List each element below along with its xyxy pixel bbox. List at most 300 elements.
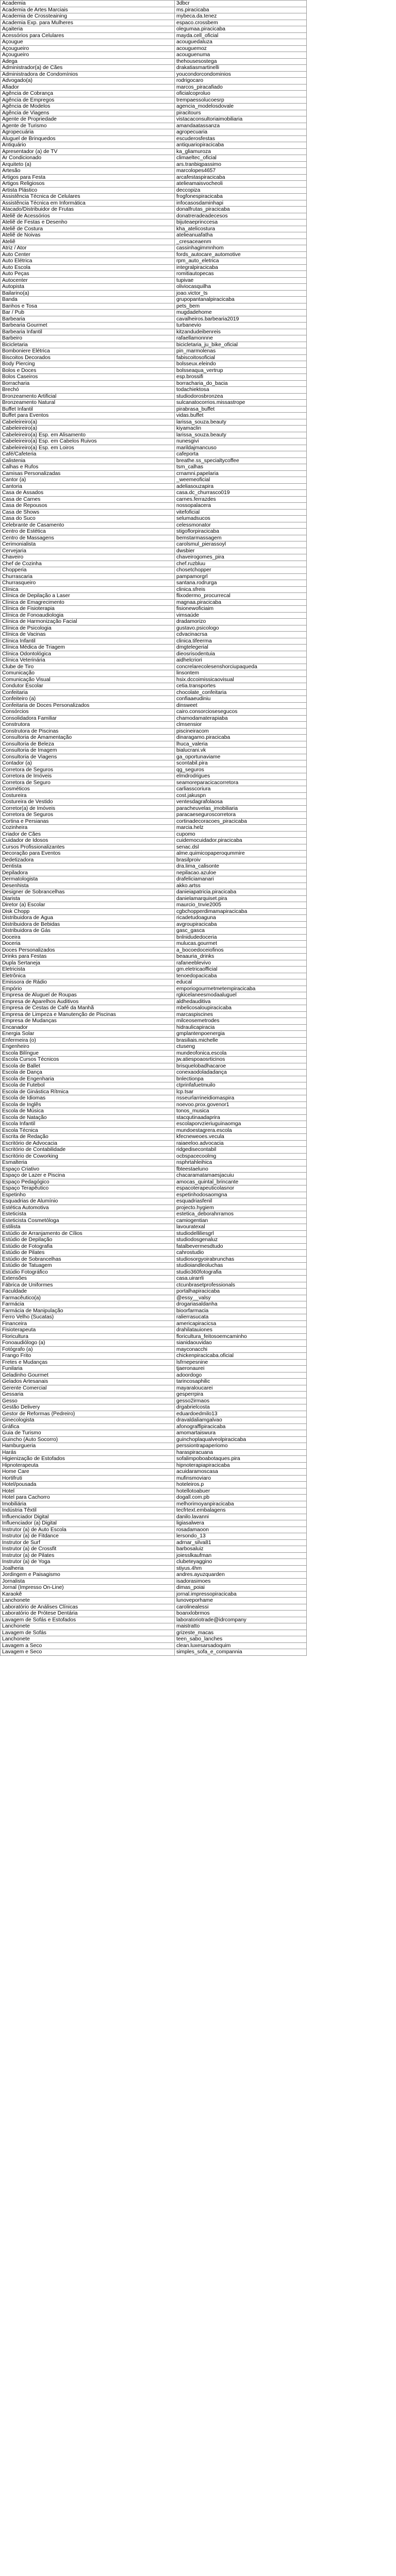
category-cell[interactable]: Corretora de Seguros: [1, 812, 175, 819]
category-cell[interactable]: Harás: [1, 1449, 175, 1456]
category-cell[interactable]: Ar Condicionado: [1, 155, 175, 162]
category-cell[interactable]: Academia de Crossteaining: [1, 13, 175, 20]
handle-cell[interactable]: studiosorgyoirabrunchas: [175, 1256, 307, 1263]
handle-cell[interactable]: projecto.hygiem: [175, 1205, 307, 1211]
category-cell[interactable]: Cervejaria: [1, 548, 175, 554]
handle-cell[interactable]: marcos_piracafiado: [175, 84, 307, 91]
handle-cell[interactable]: tonos_musica: [175, 1108, 307, 1115]
handle-cell[interactable]: _weemeoficial: [175, 477, 307, 484]
category-cell[interactable]: Lavagem e Seco: [1, 1649, 175, 1656]
handle-cell[interactable]: estetica_deborahrramos: [175, 1211, 307, 1218]
category-cell[interactable]: Gerente Comercial: [1, 1385, 175, 1392]
category-cell[interactable]: Doces Personalizados: [1, 947, 175, 954]
handle-cell[interactable]: vidas.buffet: [175, 413, 307, 419]
category-cell[interactable]: Distribuidora de Bebidas: [1, 921, 175, 928]
handle-cell[interactable]: cahrostudio: [175, 1250, 307, 1257]
category-cell[interactable]: Corretora de Seguros: [1, 767, 175, 773]
category-cell[interactable]: Comunicação Visual: [1, 676, 175, 683]
category-cell[interactable]: Casa de Shows: [1, 509, 175, 516]
handle-cell[interactable]: mundoestagrera.escola: [175, 1127, 307, 1134]
category-cell[interactable]: Empresa de Mudanças: [1, 1018, 175, 1025]
category-cell[interactable]: Bronzeamento Natural: [1, 400, 175, 406]
category-cell[interactable]: Aluguel de Brinquedos: [1, 135, 175, 142]
category-cell[interactable]: Jornal (Impresso On-Line): [1, 1585, 175, 1591]
handle-cell[interactable]: gm.eletricaofficial: [175, 967, 307, 973]
category-cell[interactable]: Escritório de Coworking: [1, 1153, 175, 1160]
handle-cell[interactable]: adeliasouzapira: [175, 483, 307, 490]
category-cell[interactable]: Clínica Veterinária: [1, 657, 175, 664]
handle-cell[interactable]: dinaragamo.piracicaba: [175, 735, 307, 741]
handle-cell[interactable]: teen_sabo_lanches: [175, 1636, 307, 1643]
handle-cell[interactable]: amocas_quintal_brincante: [175, 1179, 307, 1185]
handle-cell[interactable]: stiyus.4hm: [175, 1565, 307, 1572]
category-cell[interactable]: Banhos e Tosa: [1, 303, 175, 310]
handle-cell[interactable]: carliasscoriura: [175, 786, 307, 793]
category-cell[interactable]: Frango Frito: [1, 1353, 175, 1360]
category-cell[interactable]: Auto Center: [1, 251, 175, 258]
category-cell[interactable]: Diretor (a) Escolar: [1, 902, 175, 909]
handle-cell[interactable]: senac.dsl: [175, 844, 307, 851]
handle-cell[interactable]: ga_oportunaviame: [175, 754, 307, 760]
handle-cell[interactable]: brisquelobadhacaroe: [175, 1063, 307, 1070]
category-cell[interactable]: Auto Elétrica: [1, 258, 175, 265]
handle-cell[interactable]: 3dbcr: [175, 1, 307, 7]
handle-cell[interactable]: dmgtelegerial: [175, 645, 307, 651]
category-cell[interactable]: Escola Técnica: [1, 1127, 175, 1134]
category-cell[interactable]: Fonoaudiólogo (a): [1, 1340, 175, 1347]
handle-cell[interactable]: hotellotoabuer: [175, 1488, 307, 1495]
handle-cell[interactable]: conexaodoladadança: [175, 1070, 307, 1076]
handle-cell[interactable]: integralpiracicaba: [175, 264, 307, 271]
category-cell[interactable]: Empório: [1, 986, 175, 992]
handle-cell[interactable]: ars.tranbiqpassimo: [175, 161, 307, 168]
category-cell[interactable]: Escola de Ballet: [1, 1063, 175, 1070]
handle-cell[interactable]: gmplantenpoenergia: [175, 1031, 307, 1038]
handle-cell[interactable]: hipnoterapiapiracicaba: [175, 1462, 307, 1469]
handle-cell[interactable]: bijuteaeprinccesa: [175, 219, 307, 226]
category-cell[interactable]: Condutor Escolar: [1, 683, 175, 690]
category-cell[interactable]: Bronzeamento Artificial: [1, 393, 175, 400]
handle-cell[interactable]: agencia_modelosdovale: [175, 104, 307, 110]
category-cell[interactable]: Esmalteria: [1, 1160, 175, 1166]
handle-cell[interactable]: studiodosgenaluz: [175, 1237, 307, 1244]
handle-cell[interactable]: clinica.sfreis: [175, 586, 307, 593]
category-cell[interactable]: Empresa de Limpeza e Manutenção de Piscinas: [1, 1011, 175, 1018]
handle-cell[interactable]: santana.rodrurga: [175, 580, 307, 587]
handle-cell[interactable]: andres.ayuzquarden: [175, 1572, 307, 1579]
category-cell[interactable]: Clínica de Fonoaudiologia: [1, 612, 175, 619]
category-cell[interactable]: Ateliê de Festas e Desenho: [1, 219, 175, 226]
category-cell[interactable]: Cosméticos: [1, 786, 175, 793]
handle-cell[interactable]: nsphrtahleihica: [175, 1160, 307, 1166]
handle-cell[interactable]: ctcunbrasetprofessionals: [175, 1282, 307, 1289]
handle-cell[interactable]: joao.victor_ts: [175, 290, 307, 297]
category-cell[interactable]: Borracharia: [1, 380, 175, 387]
category-cell[interactable]: Churrascaria: [1, 573, 175, 580]
category-cell[interactable]: Agente de Turismo: [1, 123, 175, 129]
category-cell[interactable]: Bolos Caseiros: [1, 374, 175, 381]
handle-cell[interactable]: kitzandudeibenreis: [175, 329, 307, 335]
category-cell[interactable]: Casa de Assados: [1, 490, 175, 497]
category-cell[interactable]: Guincho (Auto Socorro): [1, 1436, 175, 1443]
handle-cell[interactable]: borracharia_do_bacia: [175, 380, 307, 387]
category-cell[interactable]: Escola Cursos Técnicos: [1, 1057, 175, 1063]
category-cell[interactable]: Escola de Música: [1, 1108, 175, 1115]
handle-cell[interactable]: romitiautopecas: [175, 271, 307, 278]
category-cell[interactable]: Autocenter: [1, 277, 175, 284]
category-cell[interactable]: Lanchonete: [1, 1623, 175, 1630]
handle-cell[interactable]: dra.lima_calisonte: [175, 863, 307, 870]
category-cell[interactable]: Hipnoterapeuta: [1, 1462, 175, 1469]
category-cell[interactable]: Confeitaria: [1, 689, 175, 696]
handle-cell[interactable]: stigoflorpiracicaba: [175, 529, 307, 535]
category-cell[interactable]: Doceira: [1, 934, 175, 941]
category-cell[interactable]: Floricultura: [1, 1333, 175, 1340]
handle-cell[interactable]: larissa_souza.beauty: [175, 419, 307, 426]
handle-cell[interactable]: tjaeronaurei: [175, 1366, 307, 1372]
handle-cell[interactable]: americapiracicsa: [175, 1320, 307, 1327]
handle-cell[interactable]: haraspiracuana: [175, 1449, 307, 1456]
handle-cell[interactable]: lcp.tsar: [175, 1089, 307, 1095]
category-cell[interactable]: Costureira: [1, 792, 175, 799]
handle-cell[interactable]: danielamarquiset.pira: [175, 895, 307, 902]
category-cell[interactable]: Comunicação: [1, 670, 175, 677]
category-cell[interactable]: Farmácia de Manipulação: [1, 1308, 175, 1314]
handle-cell[interactable]: vistacaconsultoriaimobiliaria: [175, 116, 307, 123]
handle-cell[interactable]: nossopalacera: [175, 503, 307, 510]
handle-cell[interactable]: bialucrani.vk: [175, 748, 307, 754]
handle-cell[interactable]: akko.artss: [175, 883, 307, 889]
category-cell[interactable]: Cabeleireiro(a) Esp. em Cabelos Ruivos: [1, 438, 175, 445]
category-cell[interactable]: Escola de Futebol: [1, 1082, 175, 1089]
category-cell[interactable]: Ateliê de Acessórios: [1, 213, 175, 219]
category-cell[interactable]: Ateliê de Noivas: [1, 232, 175, 239]
handle-cell[interactable]: mundeofonica.escola: [175, 1050, 307, 1057]
handle-cell[interactable]: melhorimoyanpiracicaba: [175, 1501, 307, 1507]
category-cell[interactable]: Estúdio Fotográfico: [1, 1269, 175, 1276]
category-cell[interactable]: Esteticista: [1, 1211, 175, 1218]
handle-cell[interactable]: acouguemoz: [175, 45, 307, 52]
category-cell[interactable]: Café/Cafeteria: [1, 451, 175, 458]
category-cell[interactable]: Home Care: [1, 1469, 175, 1476]
handle-cell[interactable]: paracheuvelas_imobiliaria: [175, 805, 307, 812]
handle-cell[interactable]: deccopiza: [175, 187, 307, 194]
handle-cell[interactable]: dinsweet: [175, 702, 307, 709]
handle-cell[interactable]: gesperrpira: [175, 1392, 307, 1398]
category-cell[interactable]: Joalheria: [1, 1565, 175, 1572]
handle-cell[interactable]: atelieamaisvocheoli: [175, 181, 307, 188]
category-cell[interactable]: Clínica Odontológica: [1, 651, 175, 657]
category-cell[interactable]: Agência de Viagens: [1, 110, 175, 116]
category-cell[interactable]: Body Piercing: [1, 361, 175, 368]
category-cell[interactable]: Esteticista Cosmetóloga: [1, 1217, 175, 1224]
category-cell[interactable]: Estúdio de Sobrancelhas: [1, 1256, 175, 1263]
handle-cell[interactable]: hsix.dccoimissicaovisual: [175, 676, 307, 683]
category-cell[interactable]: Diarista: [1, 895, 175, 902]
category-cell[interactable]: Dupla Sertaneja: [1, 960, 175, 967]
category-cell[interactable]: Bar / Pub: [1, 310, 175, 316]
category-cell[interactable]: Estúdio de Pilates: [1, 1250, 175, 1257]
handle-cell[interactable]: tsm_calhas: [175, 464, 307, 471]
category-cell[interactable]: Centro de Massagens: [1, 535, 175, 541]
category-cell[interactable]: Casa de Repousos: [1, 503, 175, 510]
category-cell[interactable]: Bomboniere Elétrica: [1, 348, 175, 355]
category-cell[interactable]: Cozinheira: [1, 825, 175, 832]
category-cell[interactable]: Auto Peças: [1, 271, 175, 278]
handle-cell[interactable]: agropecuaria: [175, 129, 307, 136]
category-cell[interactable]: Gestão Delivery: [1, 1404, 175, 1411]
category-cell[interactable]: Açougueiro: [1, 52, 175, 59]
handle-cell[interactable]: pampamorgrl: [175, 573, 307, 580]
category-cell[interactable]: Disk Chopp: [1, 908, 175, 915]
category-cell[interactable]: Jordingem e Paisagismo: [1, 1572, 175, 1579]
handle-cell[interactable]: drahilatauiones: [175, 1327, 307, 1334]
category-cell[interactable]: Cabeleireiro(a): [1, 426, 175, 432]
handle-cell[interactable]: turbanevio: [175, 323, 307, 329]
handle-cell[interactable]: a_bocoedoceiofinos: [175, 947, 307, 954]
handle-cell[interactable]: tarincosaphilic: [175, 1379, 307, 1385]
category-cell[interactable]: Academia de Artes Marciais: [1, 7, 175, 13]
category-cell[interactable]: Cuidador de Idosos: [1, 838, 175, 844]
category-cell[interactable]: Estilista: [1, 1224, 175, 1231]
category-cell[interactable]: Agência de Modelos: [1, 104, 175, 110]
category-cell[interactable]: Artista Plástico: [1, 187, 175, 194]
category-cell[interactable]: Emissora de Rádio: [1, 979, 175, 986]
category-cell[interactable]: Contador (a): [1, 760, 175, 767]
handle-cell[interactable]: piscineiracom: [175, 728, 307, 735]
category-cell[interactable]: Açougue: [1, 39, 175, 46]
category-cell[interactable]: Auto Escola: [1, 264, 175, 271]
handle-cell[interactable]: rpm_auto_eletrica: [175, 258, 307, 265]
category-cell[interactable]: Escritório de Advocacia: [1, 1140, 175, 1147]
handle-cell[interactable]: magnaa.piracicaba: [175, 599, 307, 606]
handle-cell[interactable]: mayconacchi: [175, 1346, 307, 1353]
category-cell[interactable]: Escola Infantil: [1, 1121, 175, 1128]
handle-cell[interactable]: danieiapatricia.piracicaba: [175, 889, 307, 896]
handle-cell[interactable]: grizeste_macas: [175, 1630, 307, 1636]
category-cell[interactable]: Clínica: [1, 586, 175, 593]
category-cell[interactable]: Açaiteria: [1, 26, 175, 33]
handle-cell[interactable]: dradamorizo: [175, 619, 307, 625]
handle-cell[interactable]: dwsbier: [175, 548, 307, 554]
category-cell[interactable]: Clínica Médica de Triagem: [1, 645, 175, 651]
category-cell[interactable]: Fisioterapeuta: [1, 1327, 175, 1334]
handle-cell[interactable]: studiodorosbronzea: [175, 393, 307, 400]
category-cell[interactable]: Fábrica de Uniformes: [1, 1282, 175, 1289]
handle-cell[interactable]: cost.jakuspn: [175, 792, 307, 799]
category-cell[interactable]: Lavagem de Sofás e Estofados: [1, 1617, 175, 1623]
category-cell[interactable]: Bicicletaria: [1, 342, 175, 348]
handle-cell[interactable]: dieosrisodentuia: [175, 651, 307, 657]
category-cell[interactable]: Clínica de Harmonização Facial: [1, 619, 175, 625]
handle-cell[interactable]: kha_atelicostura: [175, 226, 307, 232]
category-cell[interactable]: Cantor (a): [1, 477, 175, 484]
category-cell[interactable]: Estética Automotiva: [1, 1205, 175, 1211]
category-cell[interactable]: Advogado(a): [1, 78, 175, 84]
handle-cell[interactable]: mufinsmoviaro: [175, 1475, 307, 1482]
handle-cell[interactable]: educal: [175, 979, 307, 986]
handle-cell[interactable]: cupomo: [175, 831, 307, 838]
category-cell[interactable]: Eletrônica: [1, 973, 175, 979]
handle-cell[interactable]: @essy__valsy: [175, 1295, 307, 1301]
handle-cell[interactable]: bnlectionpa: [175, 1076, 307, 1082]
category-cell[interactable]: Funilaria: [1, 1366, 175, 1372]
handle-cell[interactable]: ocbspacecoolmg: [175, 1153, 307, 1160]
handle-cell[interactable]: brasilproiv: [175, 857, 307, 863]
category-cell[interactable]: Cerimonialista: [1, 541, 175, 548]
category-cell[interactable]: Clínica de Depilação a Laser: [1, 593, 175, 600]
category-cell[interactable]: Cursos Profissionalizantes: [1, 844, 175, 851]
handle-cell[interactable]: espacoterapeuticolasnor: [175, 1185, 307, 1192]
category-cell[interactable]: Instrutor de Surf: [1, 1539, 175, 1546]
category-cell[interactable]: Arquiteto (a): [1, 161, 175, 168]
category-cell[interactable]: Gelados Artesanais: [1, 1379, 175, 1385]
handle-cell[interactable]: chacaramatamaesjacuiu: [175, 1173, 307, 1179]
handle-cell[interactable]: guinchoplaqualveolpiracicaba: [175, 1436, 307, 1443]
category-cell[interactable]: Ferro Velho (Sucatas): [1, 1314, 175, 1321]
handle-cell[interactable]: grupopantanalpiracicaba: [175, 297, 307, 303]
category-cell[interactable]: Barbeiro: [1, 335, 175, 342]
handle-cell[interactable]: bioorfarmacia: [175, 1308, 307, 1314]
handle-cell[interactable]: nepilacao.azuloe: [175, 870, 307, 876]
handle-cell[interactable]: chosetchopper: [175, 567, 307, 574]
category-cell[interactable]: Karaokê: [1, 1591, 175, 1598]
handle-cell[interactable]: bolsseaqua_vertrup: [175, 367, 307, 374]
handle-cell[interactable]: esp.brossifi: [175, 374, 307, 381]
category-cell[interactable]: Gestor de Reformas (Pedreiro): [1, 1411, 175, 1417]
handle-cell[interactable]: dravaldaliamgalvao: [175, 1417, 307, 1424]
handle-cell[interactable]: oficialcoproluo: [175, 91, 307, 97]
handle-cell[interactable]: _cresaceaenm: [175, 239, 307, 245]
category-cell[interactable]: Enfermeira (o): [1, 1037, 175, 1044]
handle-cell[interactable]: escolaporvzieriuguinaomga: [175, 1121, 307, 1128]
handle-cell[interactable]: mayda.cell_oficial: [175, 32, 307, 39]
category-cell[interactable]: Encanador: [1, 1024, 175, 1031]
handle-cell[interactable]: casa.dc_churrasco019: [175, 490, 307, 497]
handle-cell[interactable]: pin_marmolenas: [175, 348, 307, 355]
handle-cell[interactable]: drafeliciamanari: [175, 876, 307, 883]
handle-cell[interactable]: chef.ruzbluu: [175, 561, 307, 567]
category-cell[interactable]: Hortifruti: [1, 1475, 175, 1482]
handle-cell[interactable]: isadorasimoes: [175, 1578, 307, 1585]
handle-cell[interactable]: esquadriasfenil: [175, 1198, 307, 1205]
handle-cell[interactable]: scontabil.pira: [175, 760, 307, 767]
handle-cell[interactable]: chamodamaterapiaba: [175, 715, 307, 722]
category-cell[interactable]: Corretor(a) de Imóveis: [1, 805, 175, 812]
handle-cell[interactable]: portalhapiracicaba: [175, 1289, 307, 1295]
category-cell[interactable]: Celebrante de Casamento: [1, 522, 175, 529]
handle-cell[interactable]: atelieanuafatha: [175, 232, 307, 239]
handle-cell[interactable]: clubeteyaggino: [175, 1559, 307, 1566]
category-cell[interactable]: Chaveiro: [1, 554, 175, 561]
handle-cell[interactable]: maistratto: [175, 1623, 307, 1630]
category-cell[interactable]: Espetinho: [1, 1192, 175, 1198]
category-cell[interactable]: Banda: [1, 297, 175, 303]
handle-cell[interactable]: ridgedisecontabil: [175, 1147, 307, 1154]
handle-cell[interactable]: drakatiasmartinelli: [175, 65, 307, 72]
handle-cell[interactable]: crnamni.papelaria: [175, 470, 307, 477]
handle-cell[interactable]: acouguenuma: [175, 52, 307, 59]
handle-cell[interactable]: oliviocasquilha: [175, 284, 307, 291]
category-cell[interactable]: Hotel/pousada: [1, 1482, 175, 1488]
category-cell[interactable]: Eletricista: [1, 967, 175, 973]
handle-cell[interactable]: afonograffipiracicaba: [175, 1423, 307, 1430]
handle-cell[interactable]: alme.quimicopaperoqummire: [175, 851, 307, 857]
category-cell[interactable]: Adega: [1, 58, 175, 65]
category-cell[interactable]: Consolidadora Familiar: [1, 715, 175, 722]
handle-cell[interactable]: ctprinfafuetmuilo: [175, 1082, 307, 1089]
category-cell[interactable]: Escola de Dança: [1, 1070, 175, 1076]
handle-cell[interactable]: gesso2irmaos: [175, 1398, 307, 1404]
category-cell[interactable]: Artigos para Festa: [1, 174, 175, 181]
category-cell[interactable]: Laboratório de Prótese Dentária: [1, 1611, 175, 1617]
handle-cell[interactable]: bemstarmassagem: [175, 535, 307, 541]
handle-cell[interactable]: raiaeeloo.advocacia: [175, 1140, 307, 1147]
handle-cell[interactable]: vimsaúde: [175, 612, 307, 619]
handle-cell[interactable]: clinica.tifeerma: [175, 638, 307, 645]
category-cell[interactable]: Instrutor (a) de Pilates: [1, 1552, 175, 1559]
handle-cell[interactable]: beaauria_drinks: [175, 954, 307, 960]
handle-cell[interactable]: ralierrasucata: [175, 1314, 307, 1321]
category-cell[interactable]: Agência de Cobrança: [1, 91, 175, 97]
handle-cell[interactable]: gasc_gasca: [175, 928, 307, 935]
category-cell[interactable]: Fotógrafo (a): [1, 1346, 175, 1353]
category-cell[interactable]: Estúdio de Depilação: [1, 1237, 175, 1244]
handle-cell[interactable]: boanxlobrmos: [175, 1611, 307, 1617]
category-cell[interactable]: Cabeleireiro(a) Esp. em Alisamento: [1, 432, 175, 438]
handle-cell[interactable]: floricultura_feitosoemcaminho: [175, 1333, 307, 1340]
handle-cell[interactable]: cairo.consorciosesegucos: [175, 709, 307, 716]
category-cell[interactable]: Drinks para Festas: [1, 954, 175, 960]
handle-cell[interactable]: concrelarecolesenshorciupaqueda: [175, 664, 307, 670]
category-cell[interactable]: Clube de Tiro: [1, 664, 175, 670]
handle-cell[interactable]: arcafestaspiracicaba: [175, 174, 307, 181]
handle-cell[interactable]: sianidaouvidao: [175, 1340, 307, 1347]
handle-cell[interactable]: confiaaeudiniu: [175, 696, 307, 703]
handle-cell[interactable]: linsontem: [175, 670, 307, 677]
category-cell[interactable]: Empresa de Aparelhos Auditivos: [1, 998, 175, 1005]
category-cell[interactable]: Esquadrias de Alumínio: [1, 1198, 175, 1205]
category-cell[interactable]: Brechó: [1, 387, 175, 394]
category-cell[interactable]: Administrador(a) de Cães: [1, 65, 175, 72]
handle-cell[interactable]: acuidaramoscasa: [175, 1469, 307, 1476]
handle-cell[interactable]: infocasosdaminhapi: [175, 200, 307, 207]
category-cell[interactable]: Laboratório de Análises Clínicas: [1, 1604, 175, 1611]
category-cell[interactable]: Imobiliária: [1, 1501, 175, 1507]
handle-cell[interactable]: milceosemetrodes: [175, 1018, 307, 1025]
handle-cell[interactable]: mulucas.gourmet: [175, 941, 307, 947]
handle-cell[interactable]: rgkicelaneesmodaaluguel: [175, 992, 307, 999]
category-cell[interactable]: Hotel: [1, 1488, 175, 1495]
category-cell[interactable]: Camisas Personalizadas: [1, 470, 175, 477]
handle-cell[interactable]: jw.atiespoaosrticinos: [175, 1057, 307, 1063]
handle-cell[interactable]: mbelicosaloupiracicaba: [175, 1005, 307, 1012]
category-cell[interactable]: Dermatologista: [1, 876, 175, 883]
handle-cell[interactable]: cassinhagimmnhom: [175, 245, 307, 252]
category-cell[interactable]: Distribuidora de Água: [1, 915, 175, 922]
category-cell[interactable]: Agente de Propriedade: [1, 116, 175, 123]
handle-cell[interactable]: bicicletaria_ju_bike_oficial: [175, 342, 307, 348]
category-cell[interactable]: Espaço Terapêutico: [1, 1185, 175, 1192]
handle-cell[interactable]: nsseurlarrineidiomaspira: [175, 1095, 307, 1102]
category-cell[interactable]: Decoração para Eventos: [1, 851, 175, 857]
handle-cell[interactable]: donalfrutas_piracicaba: [175, 207, 307, 213]
handle-cell[interactable]: tenoedopacicaba: [175, 973, 307, 979]
handle-cell[interactable]: studio360fotografia: [175, 1269, 307, 1276]
handle-cell[interactable]: lunoveporhame: [175, 1598, 307, 1604]
category-cell[interactable]: Indústria Têxtil: [1, 1507, 175, 1514]
handle-cell[interactable]: fords_autocare_automotive: [175, 251, 307, 258]
